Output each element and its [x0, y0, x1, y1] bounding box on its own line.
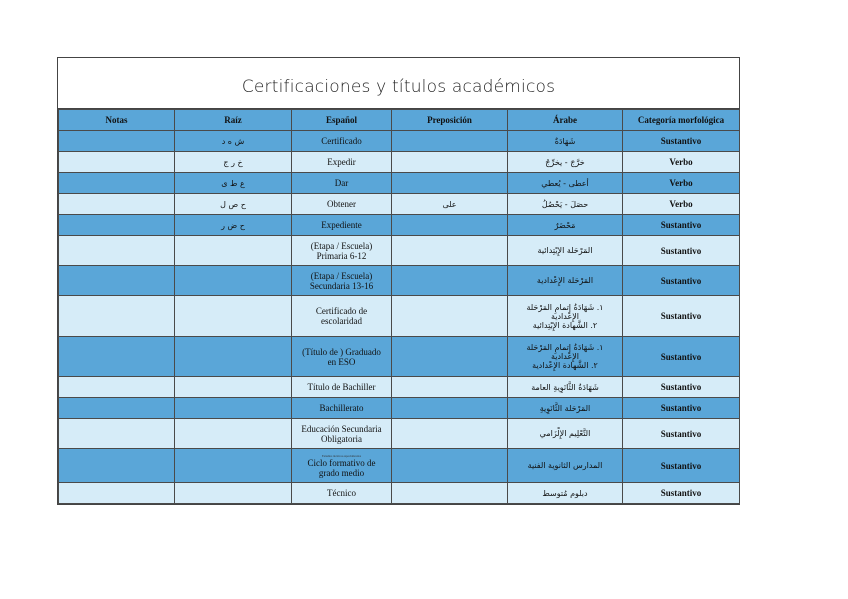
cell-espanol	[292, 296, 392, 337]
table-row	[59, 377, 740, 398]
table-row	[59, 449, 740, 483]
cell-line: Dar	[334, 178, 349, 188]
cell-preposicion	[392, 483, 508, 504]
cell-categoria: Verbo	[623, 152, 740, 173]
table-row	[59, 215, 740, 236]
cell-arabe	[508, 266, 623, 296]
table-row	[59, 419, 740, 449]
cell-line: escolaridad	[321, 316, 362, 326]
cell-arabe	[508, 419, 623, 449]
table-row	[59, 173, 740, 194]
cell-espanol	[292, 337, 392, 377]
cell-line: (Título de ) Graduado	[302, 346, 381, 357]
cell-raiz: ح ض ر	[175, 215, 292, 236]
cell-line: ٢. الشَّهادة الإِبْتِدائية	[532, 320, 598, 330]
cell-notas	[59, 194, 175, 215]
table-row	[59, 131, 740, 152]
cell-raiz	[175, 266, 292, 296]
cell-espanol	[292, 398, 392, 419]
cell-raiz: ع ط ى	[175, 173, 292, 194]
cell-categoria: Sustantivo	[623, 236, 740, 266]
cell-line: Obligatoria	[321, 433, 362, 444]
cell-raiz: خ ر ج	[175, 152, 292, 173]
cell-preposicion	[392, 377, 508, 398]
cell-notas	[59, 296, 175, 337]
cell-espanol	[292, 377, 392, 398]
cell-categoria: Sustantivo	[623, 398, 740, 419]
cell-arabe	[508, 449, 623, 483]
cell-line: شَهَادَةٌ	[554, 136, 576, 146]
cell-categoria: Sustantivo	[623, 266, 740, 296]
cell-line: الإِعْدادية	[550, 311, 580, 321]
cell-espanol	[292, 483, 392, 504]
cell-preposicion: على	[392, 194, 508, 215]
table-row	[59, 483, 740, 504]
table-row	[59, 398, 740, 419]
cell-line: المَرْحَلة الإِعْدادية	[536, 276, 594, 285]
cell-arabe	[508, 398, 623, 419]
cell-raiz	[175, 398, 292, 419]
cell-line: Obtener	[327, 199, 356, 209]
cell-arabe	[508, 377, 623, 398]
cell-line: دبلوم مُتوسط	[542, 488, 588, 498]
cell-arabe	[508, 194, 623, 215]
cell-categoria: Sustantivo	[623, 215, 740, 236]
cell-preposicion	[392, 296, 508, 337]
cell-espanol	[292, 215, 392, 236]
header-row	[59, 110, 740, 131]
cell-espanol	[292, 266, 392, 296]
cell-preposicion	[392, 131, 508, 152]
cell-espanol	[292, 131, 392, 152]
cell-notas	[59, 398, 175, 419]
cell-line: أعطى - يُعطي	[541, 178, 589, 188]
cell-espanol	[292, 173, 392, 194]
table-row	[59, 236, 740, 266]
cell-line: grado medio	[318, 467, 365, 478]
vocabulary-table	[58, 109, 740, 504]
cell-line: ٢. الشَّهادة الإِعْدادية	[532, 361, 598, 370]
cell-espanol	[292, 194, 392, 215]
cell-line: Expediente	[321, 220, 362, 230]
cell-line: Título de Bachiller	[307, 382, 376, 392]
cell-preposicion	[392, 173, 508, 194]
cell-notas	[59, 152, 175, 173]
cell-line: Certificado de	[315, 306, 368, 316]
cell-preposicion	[392, 337, 508, 377]
cell-line: Certificado	[321, 136, 362, 146]
cell-espanol	[292, 152, 392, 173]
cell-line: المَرْحَلة الإِبْتِدائية	[537, 246, 593, 255]
cell-notas	[59, 236, 175, 266]
cell-line: en ESO	[327, 356, 356, 367]
cell-line: Educación Secundaria	[301, 423, 382, 434]
cell-line: (Etapa / Escuela)	[310, 270, 373, 281]
cell-line: التَّعْلِيم الإِلْزَامي	[539, 429, 591, 438]
cell-raiz	[175, 483, 292, 504]
cell-arabe	[508, 215, 623, 236]
cell-preposicion	[392, 398, 508, 419]
table-row	[59, 152, 740, 173]
cell-espanol	[292, 236, 392, 266]
cell-raiz	[175, 449, 292, 483]
cell-arabe	[508, 152, 623, 173]
cell-notas	[59, 337, 175, 377]
cell-categoria: Sustantivo	[623, 337, 740, 377]
cell-line: Primaria 6-12	[316, 250, 367, 261]
cell-preposicion	[392, 215, 508, 236]
cell-espanol	[292, 419, 392, 449]
header-arabe: Árabe	[508, 110, 623, 131]
table-row	[59, 266, 740, 296]
cell-arabe	[508, 337, 623, 377]
cell-raiz	[175, 419, 292, 449]
cell-raiz	[175, 337, 292, 377]
cell-notas	[59, 377, 175, 398]
cell-line: حصَلَ - يَحْصُلُ	[541, 199, 589, 209]
cell-line: (Etapa / Escuela)	[310, 240, 373, 251]
cell-line: Ciclo formativo de	[307, 457, 376, 468]
cell-categoria: Verbo	[623, 194, 740, 215]
cell-notas	[59, 173, 175, 194]
cell-raiz	[175, 377, 292, 398]
header-preposicion: Preposición	[392, 110, 508, 131]
cell-notas	[59, 266, 175, 296]
document-sheet	[57, 57, 740, 505]
cell-raiz	[175, 296, 292, 337]
cell-notas	[59, 215, 175, 236]
page-title: Certificaciones y títulos académicos	[58, 58, 739, 109]
cell-note: Estudios técnicos especializados	[322, 453, 361, 458]
cell-line: Técnico	[327, 488, 356, 498]
cell-line: شَهَادَةُ الثَّانَوِيةِ العامة	[531, 382, 599, 392]
cell-line: Bachillerato	[319, 403, 364, 413]
cell-preposicion	[392, 152, 508, 173]
cell-preposicion	[392, 236, 508, 266]
cell-line: Secundaria 13-16	[309, 280, 374, 291]
cell-categoria: Sustantivo	[623, 377, 740, 398]
cell-categoria: Sustantivo	[623, 419, 740, 449]
cell-line: المَرْحَلة الثَّانَوِيةِ	[539, 403, 591, 413]
cell-categoria: Sustantivo	[623, 483, 740, 504]
cell-arabe	[508, 236, 623, 266]
cell-arabe	[508, 173, 623, 194]
header-categoria: Categoría morfológica	[623, 110, 740, 131]
cell-line: Expedir	[327, 157, 356, 167]
cell-raiz	[175, 236, 292, 266]
cell-notas	[59, 449, 175, 483]
cell-arabe	[508, 131, 623, 152]
cell-preposicion	[392, 419, 508, 449]
cell-line: مَحْضَرٌ	[554, 220, 576, 230]
cell-line: ١. شَهَادَةُ إتمامِ المَرْحَلة	[526, 343, 604, 352]
cell-espanol	[292, 449, 392, 483]
table-row	[59, 194, 740, 215]
cell-arabe	[508, 296, 623, 337]
cell-notas	[59, 419, 175, 449]
cell-categoria: Sustantivo	[623, 296, 740, 337]
cell-arabe	[508, 483, 623, 504]
header-notas: Notas	[59, 110, 175, 131]
cell-line: المدارس الثانوية الفنية	[527, 461, 603, 470]
cell-line: ١. شَهَادَةُ إتمامِ المَرْحَلة	[526, 302, 604, 312]
cell-line: الإِعْدادية	[550, 352, 580, 361]
cell-notas	[59, 131, 175, 152]
cell-line: خرَّجَ - يخرِّجُ	[545, 157, 585, 167]
cell-categoria: Sustantivo	[623, 131, 740, 152]
header-raiz: Raíz	[175, 110, 292, 131]
cell-raiz: ش ه د	[175, 131, 292, 152]
header-espanol: Español	[292, 110, 392, 131]
cell-notas	[59, 483, 175, 504]
table-row	[59, 296, 740, 337]
table-row	[59, 337, 740, 377]
cell-categoria: Verbo	[623, 173, 740, 194]
cell-preposicion	[392, 266, 508, 296]
cell-categoria: Sustantivo	[623, 449, 740, 483]
cell-preposicion	[392, 449, 508, 483]
cell-raiz: ح ص ل	[175, 194, 292, 215]
